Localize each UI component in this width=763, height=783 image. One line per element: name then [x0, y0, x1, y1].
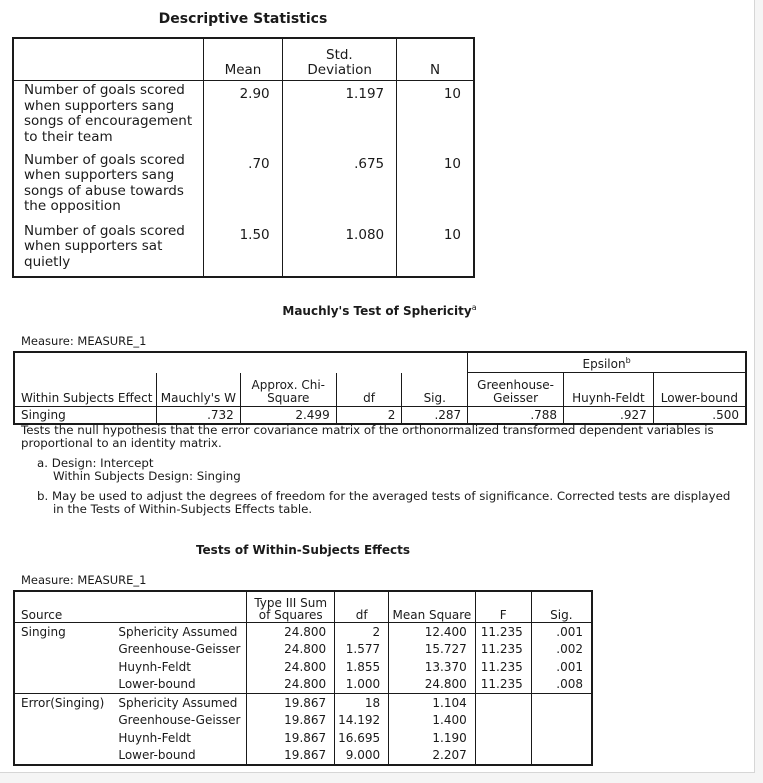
blank-cell — [156, 352, 240, 373]
row-f — [475, 747, 531, 766]
row-correction: Sphericity Assumed — [112, 694, 246, 712]
row-correction: Huynh-Feldt — [112, 729, 246, 747]
row-correction: Sphericity Assumed — [112, 623, 246, 641]
row-ss: 19.867 — [247, 729, 335, 747]
table-row — [14, 676, 592, 694]
row-ms: 1.190 — [389, 729, 476, 747]
row-source: Singing — [14, 623, 112, 641]
row-correction: Huynh-Feldt — [112, 658, 246, 676]
row-df: 2 — [336, 407, 402, 425]
row-f: 11.235 — [475, 641, 531, 659]
header-mauchlys-w: Mauchly's W — [156, 373, 240, 407]
footnote-b: b. May be used to adjust the degrees of freedom for the averaged tests of significance. Corrected tests are displayed in the Tests of Within-Subjects Effects table. — [37, 489, 731, 516]
row-mean: .70 — [204, 151, 282, 222]
row-sig — [531, 712, 592, 730]
row-ms: 15.727 — [389, 641, 476, 659]
table-row — [14, 694, 592, 712]
row-df: 14.192 — [335, 712, 389, 730]
table-row — [13, 151, 474, 222]
row-label: Number of goals scored when supporters sang songs of encouragement to their team — [13, 81, 204, 151]
row-sig: .001 — [531, 623, 592, 641]
row-huynh-feldt: .927 — [564, 407, 654, 425]
header-greenhouse-geisser: Greenhouse-Geisser — [468, 373, 564, 407]
row-mauchlys-w: .732 — [156, 407, 240, 425]
row-sig: .008 — [531, 676, 592, 694]
table-row — [14, 747, 592, 766]
table-row — [14, 658, 592, 676]
header-within-subjects-effect: Within Subjects Effect — [14, 373, 156, 407]
header-huynh-feldt: Huynh-Feldt — [564, 373, 654, 407]
row-source: Error(Singing) — [14, 694, 112, 712]
row-f — [475, 729, 531, 747]
row-sig — [531, 729, 592, 747]
table-header-row — [14, 373, 746, 407]
row-df: 16.695 — [335, 729, 389, 747]
row-sig: .287 — [402, 407, 468, 425]
row-ms: 12.400 — [389, 623, 476, 641]
table-row — [14, 407, 746, 425]
row-ss: 24.800 — [247, 641, 335, 659]
descriptive-statistics-table — [12, 37, 475, 278]
row-ss: 19.867 — [247, 747, 335, 766]
header-chi-square: Approx. Chi-Square — [240, 373, 336, 407]
header-mean-square: Mean Square — [389, 591, 476, 623]
table-row — [13, 81, 474, 151]
header-df: df — [335, 591, 389, 623]
table-row — [13, 222, 474, 278]
row-sd: 1.197 — [282, 81, 396, 151]
row-n: 10 — [397, 222, 474, 278]
row-source — [14, 676, 112, 694]
mauchly-notes — [21, 424, 741, 516]
row-sig: .002 — [531, 641, 592, 659]
row-ms: 1.104 — [389, 694, 476, 712]
header-lower-bound: Lower-bound — [653, 373, 746, 407]
row-ss: 19.867 — [247, 694, 335, 712]
table-row — [14, 641, 592, 659]
row-correction: Greenhouse-Geisser — [112, 641, 246, 659]
mauchly-test-title: Mauchly's Test of Sphericity$^a$ — [282, 303, 477, 318]
row-source — [14, 658, 112, 676]
header-sum-of-squares: Type III Sum of Squares — [247, 591, 335, 623]
header-df: df — [336, 373, 402, 407]
blank-cell — [402, 352, 468, 373]
row-correction: Greenhouse-Geisser — [112, 712, 246, 730]
header-sig: Sig. — [531, 591, 592, 623]
row-df: 18 — [335, 694, 389, 712]
row-ms: 2.207 — [389, 747, 476, 766]
row-sd: 1.080 — [282, 222, 396, 278]
row-label: Number of goals scored when supporters sat quietly — [13, 222, 204, 278]
mauchly-test-table — [13, 351, 747, 425]
row-sig — [531, 747, 592, 766]
header-blank-cell — [112, 591, 246, 623]
mauchly-null-hypothesis-note: Tests the null hypothesis that the error covariance matrix of the orthonormalized transformed dependent variables is proportional to an identity matrix. — [21, 423, 714, 450]
row-label: Number of goals scored when supporters sang songs of abuse towards the opposition — [13, 151, 204, 222]
row-ms: 13.370 — [389, 658, 476, 676]
row-f: 11.235 — [475, 676, 531, 694]
row-n: 10 — [397, 151, 474, 222]
table-header-row — [13, 38, 474, 81]
header-f: F — [475, 591, 531, 623]
header-n: N — [397, 38, 474, 81]
row-source — [14, 712, 112, 730]
row-ss: 24.800 — [247, 623, 335, 641]
row-f — [475, 694, 531, 712]
blank-cell — [336, 352, 402, 373]
row-mean: 2.90 — [204, 81, 282, 151]
epsilon-header-row — [14, 352, 746, 373]
table-header-row — [14, 591, 592, 623]
row-ms: 24.800 — [389, 676, 476, 694]
within-subjects-table — [13, 590, 593, 766]
epsilon-group-header: Epsilon$^b$ — [468, 352, 746, 373]
footnote-a-line2: Within Subjects Design: Singing — [53, 469, 241, 483]
blank-cell — [240, 352, 336, 373]
row-greenhouse-geisser: .788 — [468, 407, 564, 425]
row-correction: Lower-bound — [112, 676, 246, 694]
row-ms: 1.400 — [389, 712, 476, 730]
header-std-deviation: Std. Deviation — [282, 38, 396, 81]
table-row — [14, 712, 592, 730]
header-mean: Mean — [204, 38, 282, 81]
row-ss: 19.867 — [247, 712, 335, 730]
row-source — [14, 747, 112, 766]
row-chi-square: 2.499 — [240, 407, 336, 425]
row-df: 1.577 — [335, 641, 389, 659]
mauchly-measure-label: Measure: MEASURE_1 — [21, 334, 147, 348]
row-ss: 24.800 — [247, 658, 335, 676]
row-df: 2 — [335, 623, 389, 641]
row-source — [14, 641, 112, 659]
row-ss: 24.800 — [247, 676, 335, 694]
row-f: 11.235 — [475, 658, 531, 676]
descriptive-statistics-title: Descriptive Statistics — [158, 11, 328, 27]
header-source: Source — [14, 591, 112, 623]
within-subjects-title: Tests of Within-Subjects Effects — [195, 543, 411, 557]
row-f — [475, 712, 531, 730]
blank-cell — [14, 352, 156, 373]
row-sig: .001 — [531, 658, 592, 676]
row-source — [14, 729, 112, 747]
header-blank-cell — [13, 38, 204, 81]
row-sd: .675 — [282, 151, 396, 222]
header-sig: Sig. — [402, 373, 468, 407]
row-f: 11.235 — [475, 623, 531, 641]
row-df: 1.000 — [335, 676, 389, 694]
row-df: 1.855 — [335, 658, 389, 676]
footnote-a-line1: a. Design: Intercept — [37, 456, 154, 470]
footnote-a — [37, 457, 741, 483]
row-lower-bound: .500 — [653, 407, 746, 425]
row-n: 10 — [397, 81, 474, 151]
row-mean: 1.50 — [204, 222, 282, 278]
within-measure-label: Measure: MEASURE_1 — [21, 573, 147, 587]
row-sig — [531, 694, 592, 712]
row-correction: Lower-bound — [112, 747, 246, 766]
row-effect: Singing — [14, 407, 156, 425]
table-row — [14, 623, 592, 641]
row-df: 9.000 — [335, 747, 389, 766]
table-row — [14, 729, 592, 747]
